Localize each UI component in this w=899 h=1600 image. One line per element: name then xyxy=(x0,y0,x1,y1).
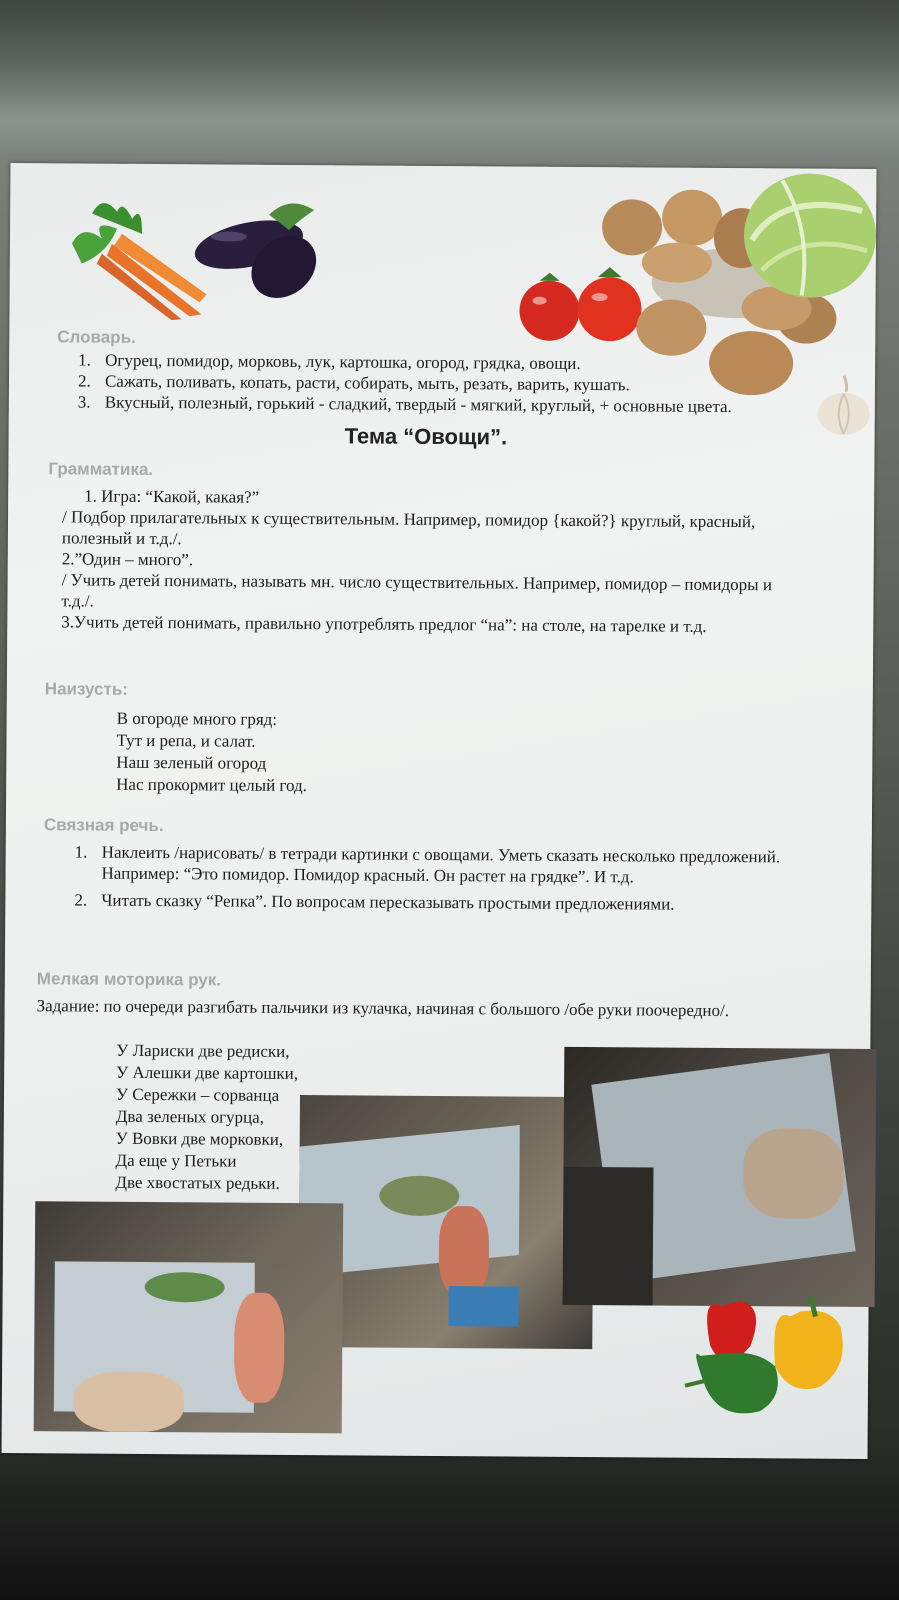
memorize-poem xyxy=(116,708,307,797)
cabbage-icon xyxy=(742,170,879,301)
list-item: 2. Читать сказку “Репка”. По вопросам пересказывать простыми предложениями. xyxy=(91,890,811,916)
page-title: Тема “Овощи”. xyxy=(344,423,508,450)
photo-child-drawing xyxy=(563,1047,877,1307)
poem-line: Да еще у Петьки xyxy=(115,1150,237,1171)
speech-heading: Связная речь. xyxy=(43,815,164,836)
motor-heading: Мелкая моторика рук. xyxy=(36,969,222,990)
poem-line: Нас прокормит целый год. xyxy=(116,774,307,796)
garlic-icon xyxy=(814,374,874,436)
poem-line: У Сережки – сорванца xyxy=(115,1084,280,1105)
poem-line: У Алешки две картошки, xyxy=(116,1062,299,1084)
carrot-icon xyxy=(61,193,212,324)
poem-line: Наш зеленый огород xyxy=(116,752,267,773)
motor-task: Задание: по очереди разгибать пальчики из кулачка, начиная с большого /обе руки поочередно/. xyxy=(36,996,730,1021)
vocab-heading: Словарь. xyxy=(57,327,136,347)
photo-child-hands xyxy=(34,1201,344,1433)
grammar-line: 3.Учить детей понимать, правильно употреблять предлог “на”: на столе, на тарелке и т.д. xyxy=(61,612,707,636)
motor-poem xyxy=(115,1040,298,1195)
grammar-block xyxy=(61,485,802,637)
poem-line: Две хвостатых редьки. xyxy=(115,1172,280,1193)
list-item: 1. Наклеить /нарисовать/ в тетради картинки с овощами. Уметь сказать несколько предложений. Например: “Это помидор. Помидор красный. Он растет на грядке”. И т.д. xyxy=(91,842,811,889)
pepper-icon xyxy=(680,1286,871,1427)
list-item: 1. Огурец, помидор, морковь, лук, картошка, огород, грядка, овощи. xyxy=(95,350,805,376)
poem-line: Тут и репа, и салат. xyxy=(116,730,256,751)
poem-line: В огороде много гряд: xyxy=(116,708,278,729)
worksheet-page xyxy=(2,163,877,1459)
eggplant-icon xyxy=(194,194,335,305)
list-item: 3. Вкусный, полезный, горький - сладкий, твердый - мягкий, круглый, + основные цвета. xyxy=(95,392,805,418)
list-item: 2. Сажать, поливать, копать, расти, собирать, мыть, резать, варить, кушать. xyxy=(95,371,805,397)
grammar-heading: Грамматика. xyxy=(48,459,154,479)
poem-line: У Лариски две редиски, xyxy=(116,1040,290,1061)
poem-line: Два зеленых огурца, xyxy=(115,1106,265,1127)
vocab-list xyxy=(67,349,805,417)
grammar-line: / Учить детей понимать, называть мн. число существительных. Например, помидор – помидоры и т.д./. xyxy=(61,570,773,611)
memorize-heading: Наизусть: xyxy=(44,679,129,699)
grammar-line: 2.”Один – много”. xyxy=(61,549,194,570)
grammar-line: / Подбор прилагательных к существительным. Например, помидор {какой?} круглый, красный, полезный и т.д./. xyxy=(61,507,756,549)
speech-list xyxy=(63,841,811,915)
poem-line: У Вовки две морковки, xyxy=(115,1128,284,1149)
grammar-line: 1. Игра: “Какой, какая?” xyxy=(84,486,260,507)
